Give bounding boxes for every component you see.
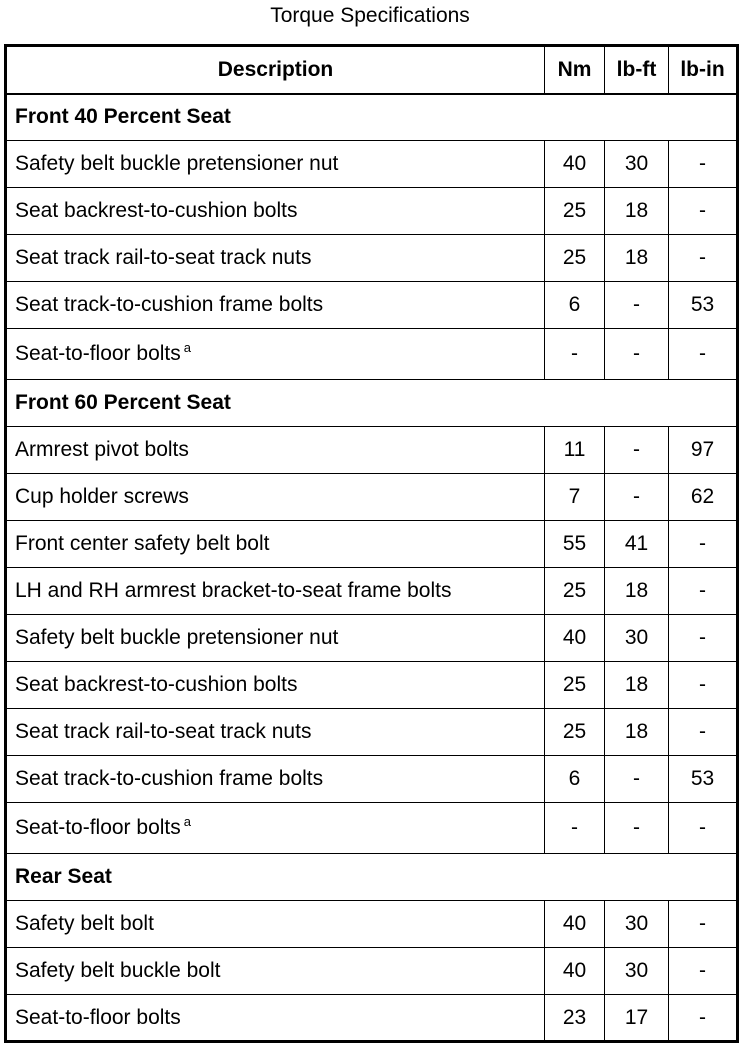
table-row [6, 995, 738, 1042]
lbin-cell: - [669, 901, 738, 948]
description-cell [6, 141, 545, 188]
nm-cell: 25 [545, 235, 605, 282]
table-row [6, 282, 738, 329]
lbin-cell: 53 [669, 756, 738, 803]
description-text: Armrest pivot bolts [15, 438, 189, 461]
nm-cell: 11 [545, 427, 605, 474]
lbft-cell: 30 [605, 901, 669, 948]
header-row [6, 46, 738, 94]
description-text: Cup holder screws [15, 485, 189, 508]
table-row [6, 709, 738, 756]
description-text: Seat backrest-to-cushion bolts [15, 673, 298, 696]
lbin-cell: - [669, 615, 738, 662]
table-row [6, 948, 738, 995]
description-cell [6, 427, 545, 474]
lbft-cell: - [605, 282, 669, 329]
description-text: Seat track-to-cushion frame bolts [15, 767, 324, 790]
table-caption: Torque Specifications [270, 4, 470, 27]
section-heading: Front 60 Percent Seat [6, 380, 738, 427]
description-cell [6, 568, 545, 615]
description-cell [6, 756, 545, 803]
lbin-cell: - [669, 995, 738, 1042]
lbft-cell: 18 [605, 568, 669, 615]
lbft-cell: 18 [605, 662, 669, 709]
lbft-cell: 30 [605, 615, 669, 662]
description-text: Seat-to-floor bolts [15, 1005, 181, 1029]
lbin-cell: 62 [669, 474, 738, 521]
lbin-cell: - [669, 188, 738, 235]
description-cell [6, 282, 545, 329]
lbin-cell: - [669, 709, 738, 756]
nm-cell: 23 [545, 995, 605, 1042]
description-text: Seat track-to-cushion frame bolts [15, 293, 324, 316]
section-heading: Front 40 Percent Seat [6, 94, 738, 141]
description-cell [6, 901, 545, 948]
lbft-cell: 17 [605, 995, 669, 1042]
nm-cell: 40 [545, 901, 605, 948]
footnote-marker: a [183, 340, 191, 355]
description-text: Safety belt buckle pretensioner nut [15, 152, 339, 175]
lbft-cell: 18 [605, 188, 669, 235]
section-row [6, 380, 738, 427]
lbin-cell: - [669, 568, 738, 615]
lbin-cell: 53 [669, 282, 738, 329]
footnote-marker: a [183, 814, 191, 829]
lbft-cell: 18 [605, 235, 669, 282]
lbin-cell: - [669, 803, 738, 854]
lbft-cell: 41 [605, 521, 669, 568]
header-lbin: lb-in [669, 46, 738, 94]
header-nm: Nm [545, 46, 605, 94]
lbin-cell: 97 [669, 427, 738, 474]
lbin-cell: - [669, 948, 738, 995]
description-text: Seat-to-floor bolts [15, 816, 181, 839]
description-cell [6, 662, 545, 709]
header-lbft: lb-ft [605, 46, 669, 94]
section-heading: Rear Seat [6, 854, 738, 901]
description-cell [6, 329, 545, 380]
section-row [6, 854, 738, 901]
lbin-cell: - [669, 521, 738, 568]
lbft-cell: - [605, 756, 669, 803]
lbin-cell: - [669, 662, 738, 709]
lbft-cell: 18 [605, 709, 669, 756]
description-cell [6, 235, 545, 282]
description-text: LH and RH armrest bracket-to-seat frame bolts [15, 579, 452, 602]
lbin-cell: - [669, 235, 738, 282]
section-row [6, 94, 738, 141]
description-cell [6, 521, 545, 568]
nm-cell: - [545, 329, 605, 380]
table-row [6, 521, 738, 568]
table-row [6, 329, 738, 380]
nm-cell: - [545, 803, 605, 854]
description-cell [6, 615, 545, 662]
nm-cell: 6 [545, 282, 605, 329]
header-description: Description [6, 46, 545, 94]
table-row [6, 474, 738, 521]
description-text: Safety belt bolt [15, 912, 154, 935]
description-cell [6, 188, 545, 235]
nm-cell: 40 [545, 141, 605, 188]
description-text: Seat backrest-to-cushion bolts [15, 199, 298, 222]
lbft-cell: - [605, 427, 669, 474]
nm-cell: 40 [545, 615, 605, 662]
description-cell [6, 948, 545, 995]
lbft-cell: - [605, 803, 669, 854]
nm-cell: 6 [545, 756, 605, 803]
description-text: Safety belt buckle pretensioner nut [15, 626, 339, 649]
table-row [6, 141, 738, 188]
table-row [6, 901, 738, 948]
table-body [6, 94, 738, 1042]
table-row [6, 662, 738, 709]
nm-cell: 40 [545, 948, 605, 995]
description-text: Seat track rail-to-seat track nuts [15, 720, 312, 743]
nm-cell: 25 [545, 662, 605, 709]
description-text: Safety belt buckle bolt [15, 959, 221, 982]
table-row [6, 235, 738, 282]
table-row [6, 756, 738, 803]
nm-cell: 55 [545, 521, 605, 568]
lbft-cell: 30 [605, 141, 669, 188]
description-text: Seat track rail-to-seat track nuts [15, 246, 312, 269]
lbin-cell: - [669, 329, 738, 380]
lbft-cell: 30 [605, 948, 669, 995]
description-cell [6, 709, 545, 756]
table-row [6, 615, 738, 662]
table-row [6, 188, 738, 235]
table-row [6, 427, 738, 474]
torque-spec-table [4, 44, 739, 1043]
lbft-cell: - [605, 329, 669, 380]
description-text: Seat-to-floor bolts [15, 342, 181, 365]
lbft-cell: - [605, 474, 669, 521]
nm-cell: 25 [545, 188, 605, 235]
description-text: Front center safety belt bolt [15, 532, 270, 555]
description-cell [6, 803, 545, 854]
nm-cell: 25 [545, 709, 605, 756]
nm-cell: 7 [545, 474, 605, 521]
table-row [6, 803, 738, 854]
lbin-cell: - [669, 141, 738, 188]
description-cell [6, 474, 545, 521]
table-row [6, 568, 738, 615]
description-cell [6, 995, 545, 1042]
nm-cell: 25 [545, 568, 605, 615]
